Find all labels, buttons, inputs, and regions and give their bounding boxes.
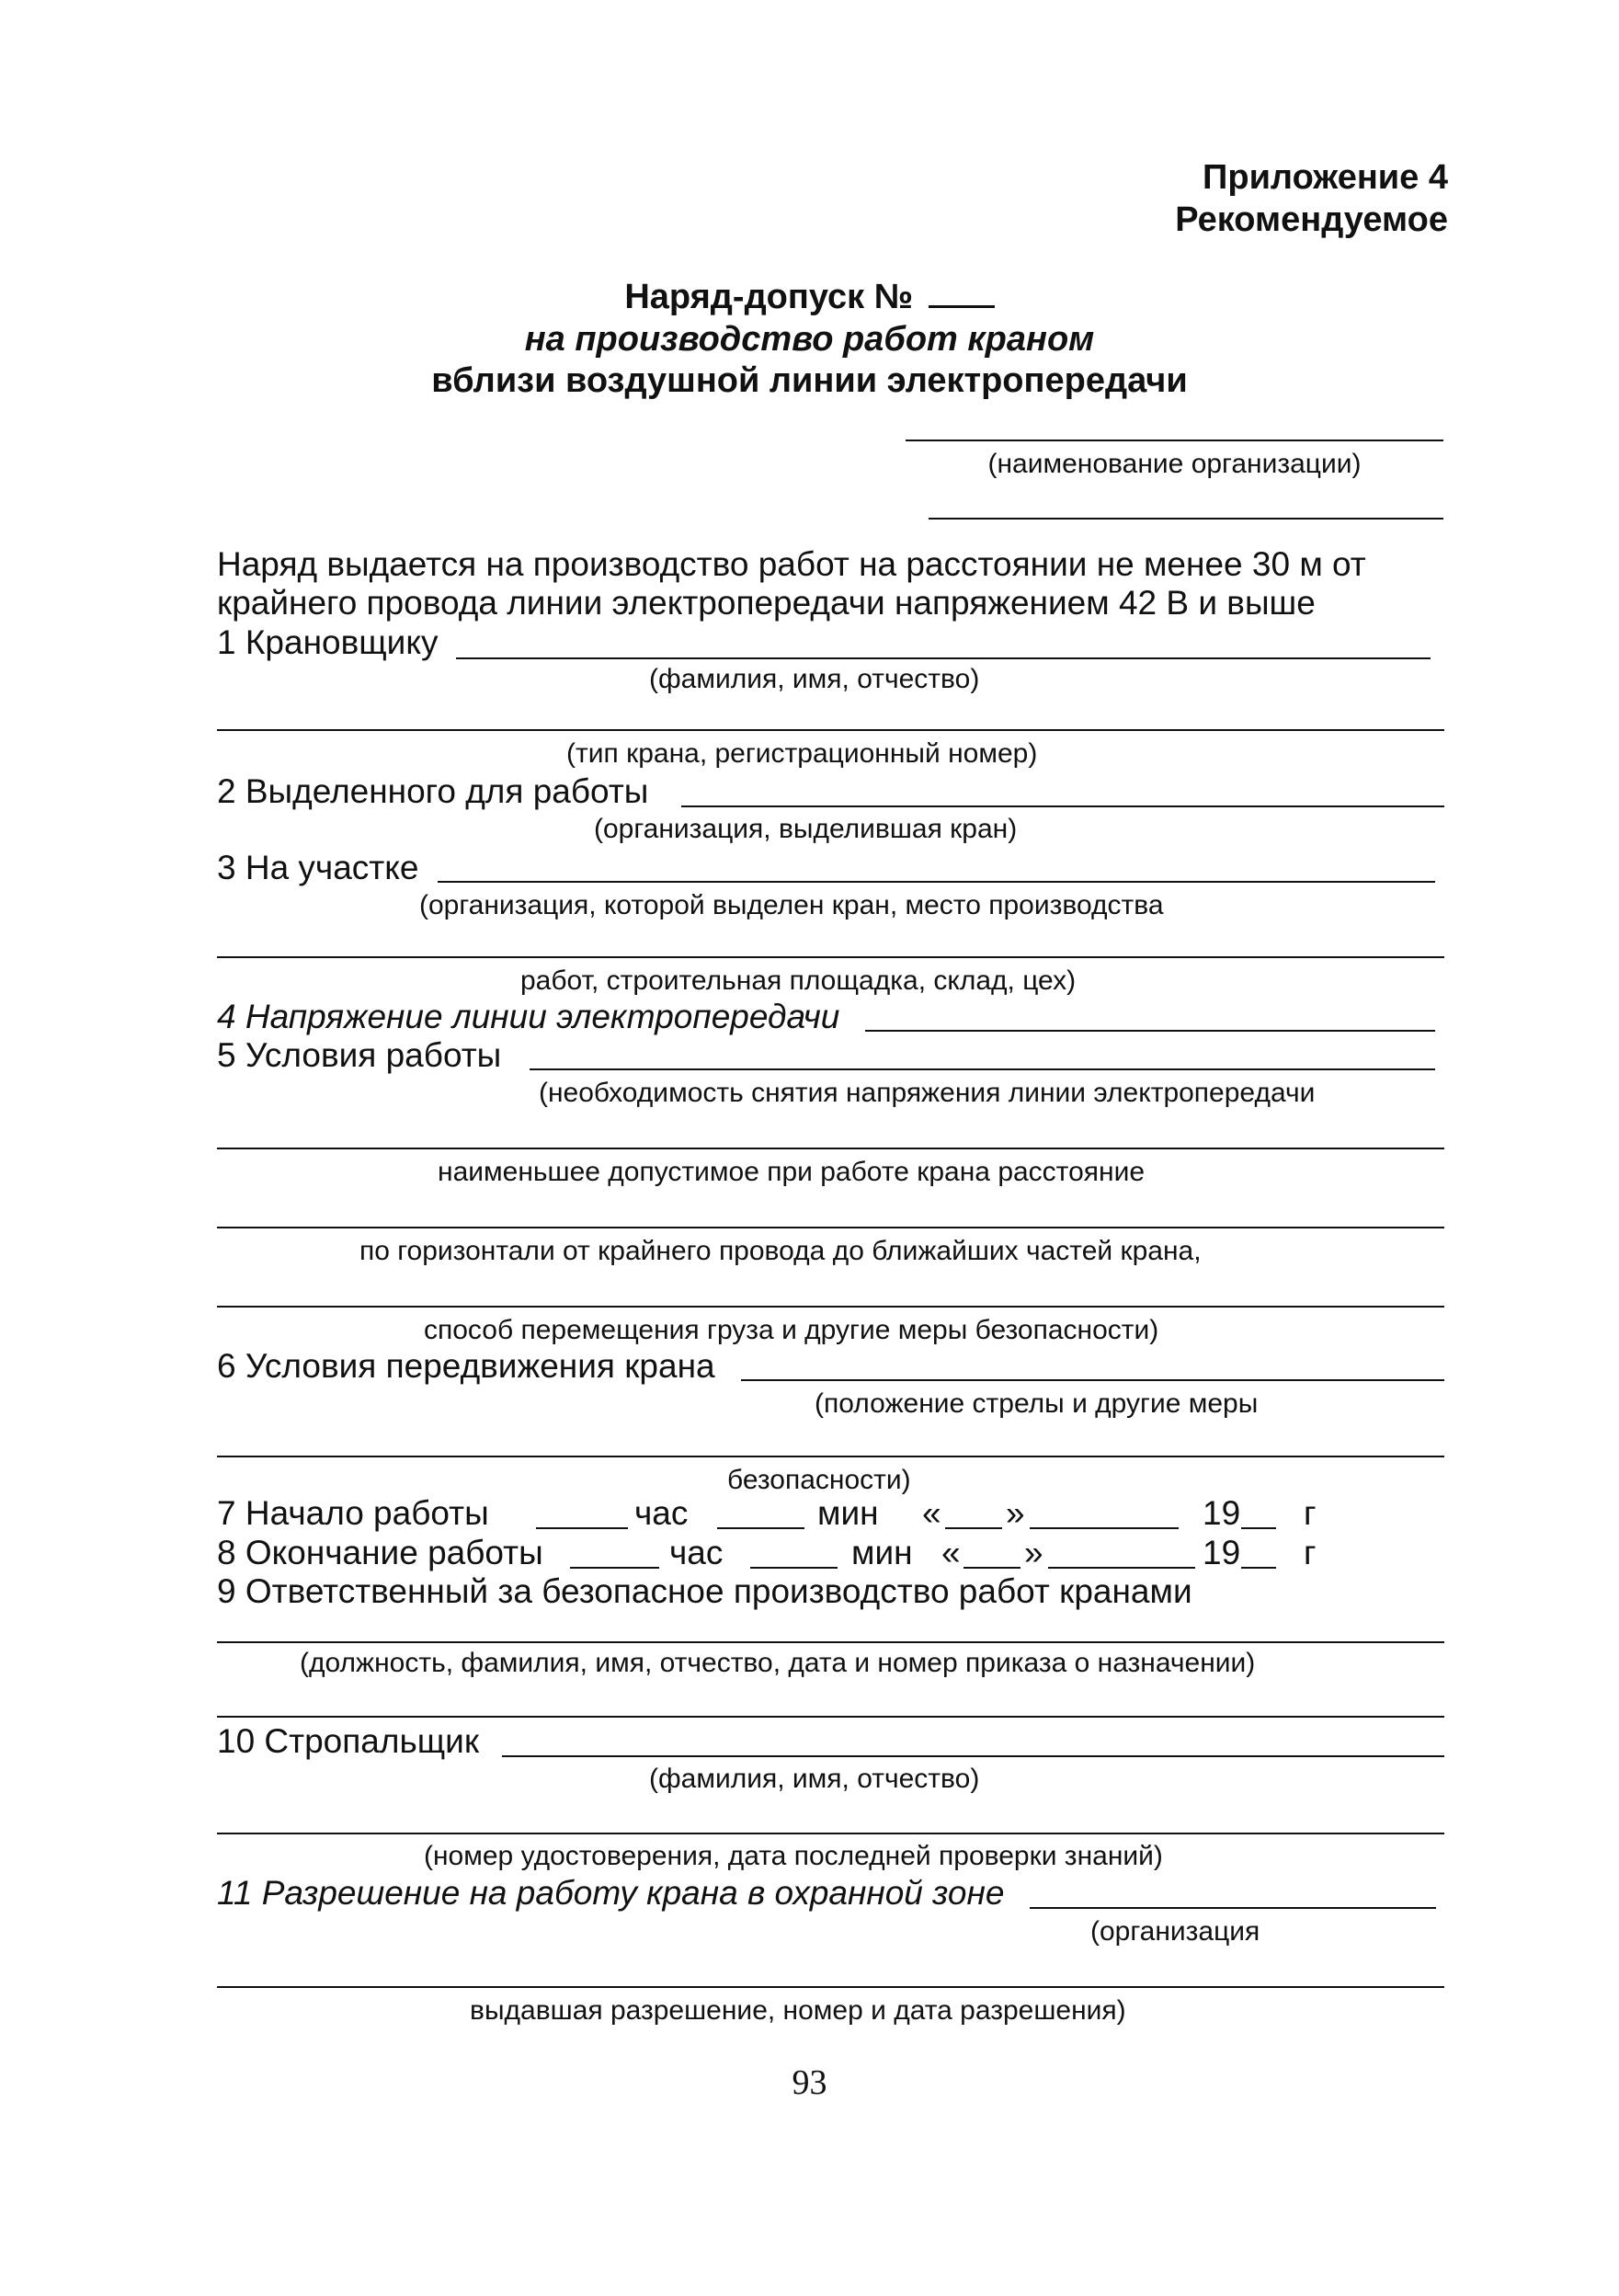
item-5-line-3 (217, 1227, 1444, 1228)
item-5-line-2 (217, 1148, 1444, 1149)
item-3-extra-line (217, 956, 1444, 958)
org-extra-line (929, 518, 1443, 520)
item-5-caption-4: способ перемещения груза и другие меры безопасности) (424, 1315, 1159, 1345)
appendix-status: Рекомендуемое (1175, 200, 1448, 239)
start-year-prefix: 19 (1203, 1494, 1241, 1532)
appendix-number: Приложение 4 (1203, 158, 1448, 197)
end-quote-close: » (1024, 1534, 1043, 1571)
end-hour-unit: час (669, 1534, 724, 1571)
item-10-line (502, 1755, 1444, 1757)
end-hour-line (570, 1567, 659, 1569)
start-quote-open: « (922, 1494, 941, 1532)
item-8-label: 8 Окончание работы (217, 1534, 543, 1571)
item-2-caption: (организация, выделившая кран) (594, 814, 1018, 844)
org-name-line (906, 440, 1443, 441)
end-year-line (1241, 1567, 1276, 1569)
item-11-label: 11 Разрешение на работу крана в охранной зоне (217, 1874, 1005, 1912)
item-4-line (865, 1030, 1435, 1032)
item-3-line (438, 881, 1435, 883)
start-day-line (945, 1527, 1002, 1529)
end-year-suffix: г (1304, 1534, 1317, 1571)
item-9-label: 9 Ответственный за безопасное производство работ кранами (217, 1572, 1192, 1610)
page-number: 93 (792, 2063, 827, 2102)
item-5-label: 5 Условия работы (217, 1036, 502, 1074)
item-9-caption: (должность, фамилия, имя, отчество, дата и номер приказа о назначении) (300, 1648, 1256, 1678)
item-1-caption: (фамилия, имя, отчество) (649, 664, 980, 694)
title-line-3: вблизи воздушной линии электропередачи (431, 361, 1188, 400)
item-10-caption-2: (номер удостоверения, дата последней проверки знаний) (424, 1841, 1163, 1871)
item-1-label: 1 Крановщику (217, 623, 439, 661)
start-hour-unit: час (634, 1494, 689, 1532)
item-9-line (217, 1641, 1444, 1643)
start-hour-line (536, 1527, 628, 1529)
item-2-line (681, 805, 1444, 807)
item-6-label: 6 Условия передвижения крана (217, 1347, 715, 1385)
item-3-caption-2: работ, строительная площадка, склад, цех) (520, 965, 1077, 996)
item-3-caption-1: (организация, которой выделен кран, место производства (419, 890, 1164, 920)
end-min-unit: мин (851, 1534, 913, 1571)
item-10-caption-1: (фамилия, имя, отчество) (649, 1764, 980, 1794)
item-5-caption-2: наименьшее допустимое при работе крана расстояние (438, 1157, 1146, 1187)
item-6-caption-2: безопасности) (727, 1465, 911, 1495)
item-5-caption-1: (необходимость снятия напряжения линии электропередачи (539, 1078, 1316, 1108)
end-quote-open: « (941, 1534, 961, 1571)
item-6-line (741, 1379, 1444, 1381)
item-10-line-2 (217, 1833, 1444, 1834)
item-2-label: 2 Выделенного для работы (217, 772, 649, 810)
start-month-line (1030, 1527, 1179, 1529)
permit-number-blank (929, 305, 995, 308)
item-1-line (456, 657, 1431, 659)
item-11-line (1030, 1907, 1436, 1909)
start-quote-close: » (1006, 1494, 1025, 1532)
item-4-label: 4 Напряжение линии электропередачи (217, 998, 840, 1035)
end-day-line (963, 1567, 1020, 1569)
item-3-label: 3 На участке (217, 849, 419, 886)
intro-line-1: Наряд выдается на производство работ на расстоянии не менее 30 м от (217, 545, 1366, 583)
item-6-caption-1: (положение стрелы и другие меры (815, 1388, 1259, 1419)
end-year-prefix: 19 (1203, 1534, 1241, 1571)
crane-type-caption: (тип крана, регистрационный номер) (566, 738, 1038, 769)
end-min-line (750, 1567, 838, 1569)
start-year-line (1241, 1527, 1276, 1529)
start-min-line (717, 1527, 804, 1529)
crane-type-line (217, 729, 1444, 731)
intro-line-2: крайнего провода линии электропередачи напряжением 42 В и выше (217, 584, 1316, 622)
item-7-label: 7 Начало работы (217, 1494, 489, 1532)
title-text: Наряд-допуск № (624, 278, 914, 316)
item-11-line-2 (217, 1986, 1444, 1988)
start-min-unit: мин (817, 1494, 879, 1532)
item-10-label: 10 Стропальщик (217, 1722, 480, 1760)
title-line-2: на производство работ краном (524, 320, 1095, 359)
end-month-line (1048, 1567, 1195, 1569)
item-11-caption-2: выдавшая разрешение, номер и дата разрешения) (470, 1995, 1126, 2026)
item-11-caption-1: (организация (1090, 1916, 1260, 1947)
item-5-caption-3: по горизонтали от крайнего провода до ближайших частей крана, (359, 1236, 1202, 1266)
item-6-line-2 (217, 1456, 1444, 1457)
start-year-suffix: г (1304, 1494, 1317, 1532)
item-5-line-4 (217, 1306, 1444, 1308)
org-name-caption: (наименование организации) (987, 449, 1362, 479)
title-line-1 (0, 278, 1619, 317)
item-9-extra-line (217, 1716, 1444, 1718)
item-5-line (530, 1068, 1435, 1070)
